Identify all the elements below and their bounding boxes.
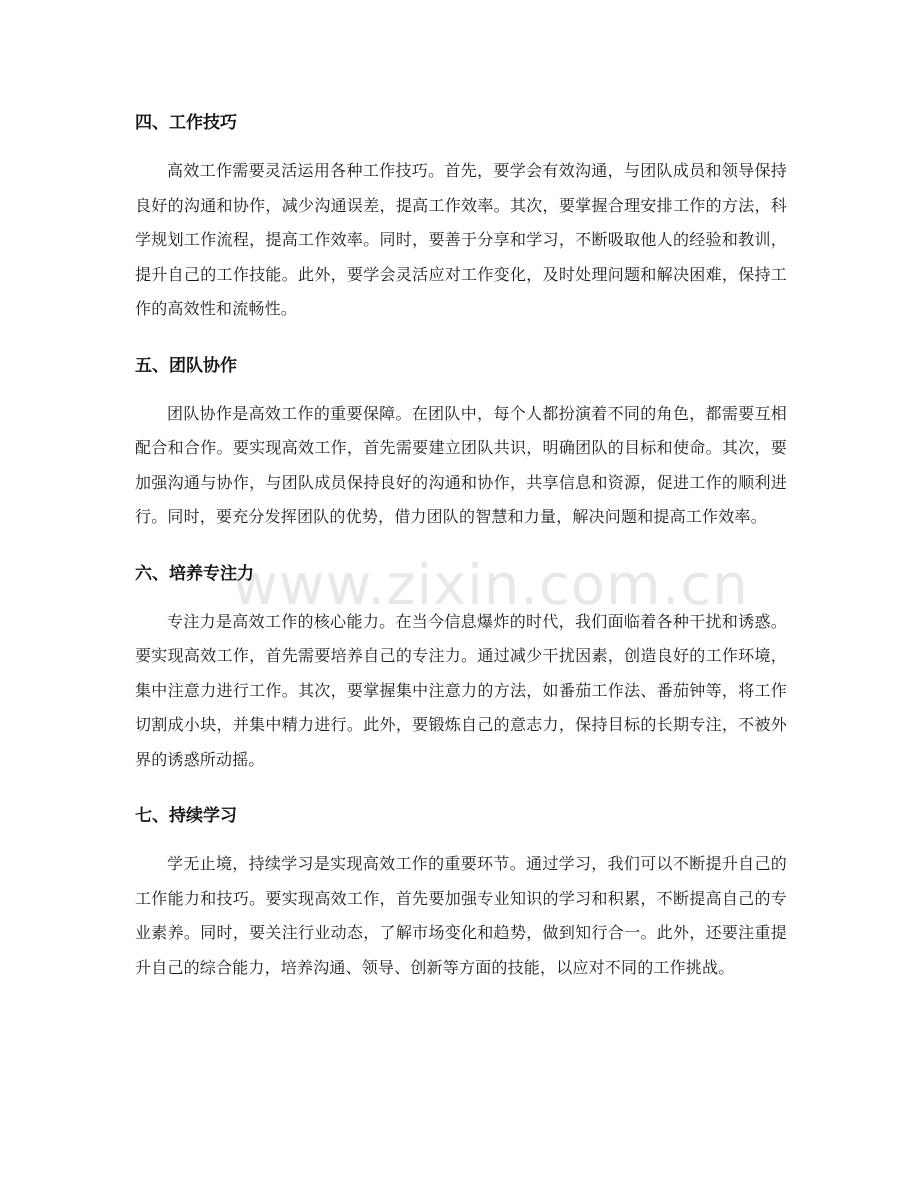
- section-heading: 七、持续学习: [135, 806, 237, 826]
- section-heading: 六、培养专注力: [135, 563, 254, 584]
- section-paragraph: 团队协作是高效工作的重要保障。在团队中，每个人都扮演着不同的角色，都需要互相配合和合作。要实现高效工作，首先需要建立团队共识，明确团队的目标和使命。其次，要加强沟通与协作，与团队成员保持良好的沟通和协作，共享信息和资源，促进工作的顺利进行。同时，要充分发挥团队的优势，借力团队的智慧和力量，解决问题和提高工作效率。: [135, 403, 787, 526]
- section-focus: [135, 555, 787, 778]
- section-paragraph: 学无止境，持续学习是实现高效工作的重要环节。通过学习，我们可以不断提升自己的工作能力和技巧。要实现高效工作，首先要加强专业知识的学习和积累，不断提高自己的专业素养。同时，要关注行业动态，了解市场变化和趋势，做到知行合一。此外，还要注重提升自己的综合能力，培养沟通、领导、创新等方面的技能，以应对不同的工作挑战。: [135, 854, 787, 977]
- section-heading: 五、团队协作: [135, 355, 237, 376]
- section-work-skills: [135, 104, 787, 327]
- section-paragraph: 专注力是高效工作的核心能力。在当今信息爆炸的时代，我们面临着各种干扰和诱惑。要实现高效工作，首先需要培养自己的专注力。通过减少干扰因素，创造良好的工作环境，集中注意力进行工作。其次，要掌握集中注意力的方法，如番茄工作法、番茄钟等，将工作切割成小块，并集中精力进行。此外，要锻炼自己的意志力，保持目标的长期专注，不被外界的诱惑所动摇。: [135, 611, 787, 769]
- document-content: [135, 104, 787, 1005]
- section-team-collaboration: [135, 347, 787, 535]
- section-paragraph: 高效工作需要灵活运用各种工作技巧。首先，要学会有效沟通，与团队成员和领导保持良好的沟通和协作，减少沟通误差，提高工作效率。其次，要掌握合理安排工作的方法，科学规划工作流程，提高工作效率。同时，要善于分享和学习，不断吸取他人的经验和教训，提升自己的工作技能。此外，要学会灵活应对工作变化，及时处理问题和解决困难，保持工作的高效性和流畅性。: [135, 161, 787, 318]
- watermark: www.zixin.com.cn: [232, 553, 749, 618]
- section-heading: 四、工作技巧: [135, 113, 237, 133]
- section-continuous-learning: [135, 797, 787, 985]
